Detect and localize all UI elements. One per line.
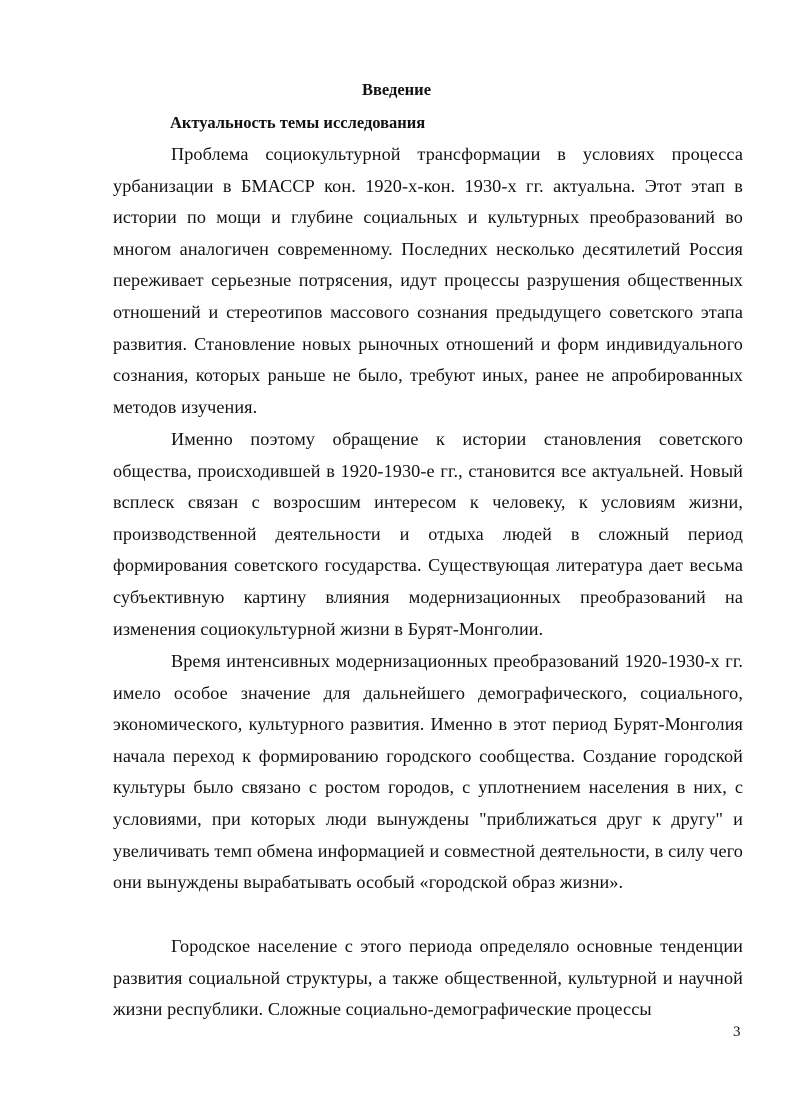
paragraph-2: Именно поэтому обращение к истории становления советского общества, происходившей в 1920-1930-е гг., становится все актуальней. Новый всплеск связан с возросшим интересом к человеку, к условиям жизни, производственной деятельности и отдыха людей в сложный период формирования советского государства. Существующая литература дает весьма субъективную картину влияния модернизационных преобразований на изменения социокультурной жизни в Бурят-Монголии. [113, 429, 743, 639]
paragraph-1: Проблема социокультурной трансформации в условиях процесса урбанизации в БМАССР кон. 1920-х-кон. 1930-х гг. актуальна. Этот этап в истории по мощи и глубине социальных и культурных преобразований во многом аналогичен современному. Последних несколько десятилетий Россия переживает серьезные потрясения, идут процессы разрушения общественных отношений и стереотипов массового сознания предыдущего советского этапа развития. Становление новых рыночных отношений и форм индивидуального сознания, которых раньше не было, требуют иных, ранее не апробированных методов изучения. [113, 144, 743, 417]
page-title: Введение [361, 80, 432, 99]
paragraph-4: Городское население с этого периода определяло основные тенденции развития социальной структуры, а также общественной, культурной и научной жизни республики. Сложные социально-демографические процессы [113, 936, 743, 1020]
section-heading: Актуальность темы исследования [170, 113, 426, 132]
page-number: 3 [733, 1024, 741, 1040]
paragraph-3: Время интенсивных модернизационных преобразований 1920-1930-х гг. имело особое значение для дальнейшего демографического, социального, экономического, культурного развития. Именно в этот период Бурят-Монголия начала переход к формированию городского сообщества. Создание городской культуры было связано с ростом городов, с уплотнением населения в них, с условиями, при которых люди вынуждены "приближаться друг к другу" и увеличивать темп обмена информацией и совместной деятельности, в силу чего они вынуждены вырабатывать особый «городской образ жизни». [113, 651, 743, 893]
